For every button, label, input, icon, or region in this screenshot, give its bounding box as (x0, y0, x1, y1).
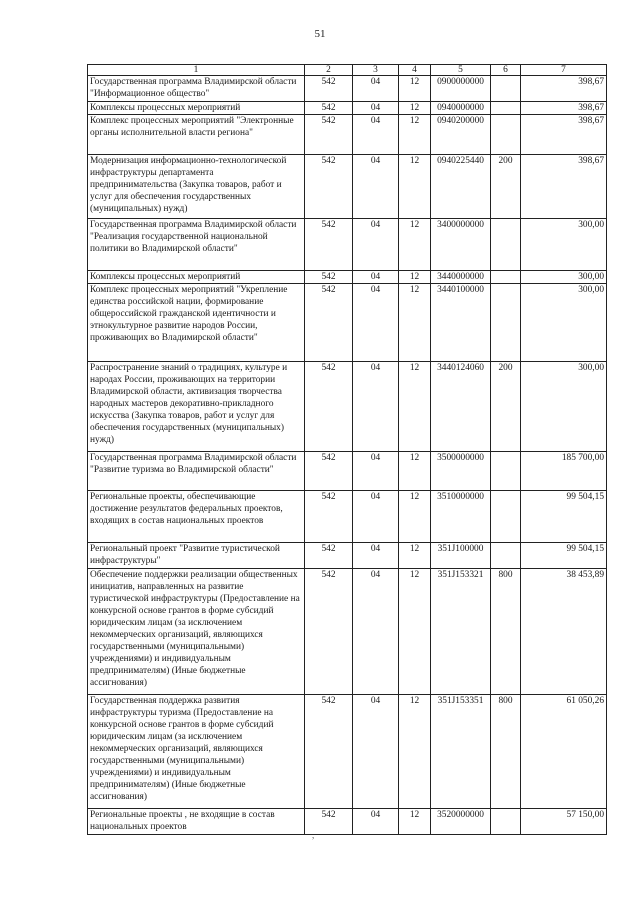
cell-name: Комплекс процессных мероприятий "Укрепление единства российской нации, формирование общероссийской гражданской идентичности и этнокультурное развитие народов России, проживающих во Владимирской области" (88, 284, 305, 362)
cell-expense-type (491, 102, 521, 115)
header-cell: 1 (88, 65, 305, 76)
table-row (88, 271, 607, 284)
cell-section: 04 (353, 76, 399, 102)
cell-amount: 300,00 (521, 362, 607, 452)
header-cell: 2 (305, 65, 353, 76)
cell-section: 04 (353, 284, 399, 362)
cell-grbs: 542 (305, 284, 353, 362)
cell-grbs: 542 (305, 362, 353, 452)
table-row (88, 362, 607, 452)
cell-section: 04 (353, 102, 399, 115)
cell-section: 04 (353, 219, 399, 271)
cell-section: 04 (353, 362, 399, 452)
table-row (88, 155, 607, 219)
cell-target-code: 351J100000 (431, 543, 491, 569)
cell-name: Комплексы процессных мероприятий (88, 102, 305, 115)
cell-section: 04 (353, 491, 399, 543)
table-row (88, 569, 607, 695)
cell-grbs: 542 (305, 695, 353, 809)
cell-subsection: 12 (399, 155, 431, 219)
cell-grbs: 542 (305, 452, 353, 491)
cell-expense-type: 200 (491, 155, 521, 219)
cell-target-code: 0940225440 (431, 155, 491, 219)
cell-subsection: 12 (399, 102, 431, 115)
cell-grbs: 542 (305, 491, 353, 543)
cell-amount: 398,67 (521, 155, 607, 219)
header-cell: 7 (521, 65, 607, 76)
cell-section: 04 (353, 695, 399, 809)
header-row (88, 65, 607, 76)
cell-name: Комплекс процессных мероприятий "Электронные органы исполнительной власти региона" (88, 115, 305, 155)
cell-section: 04 (353, 569, 399, 695)
cell-name: Государственная поддержка развития инфраструктуры туризма (Предоставление на конкурсной основе грантов в форме субсидий юридическим лицам (за исключением некоммерческих организаций, являющихся государственными (муниципальными) учреждениями) и индивидуальным предпринимателям) (Иные бюджетные ассигнования) (88, 695, 305, 809)
cell-subsection: 12 (399, 271, 431, 284)
header-cell: 4 (399, 65, 431, 76)
cell-subsection: 12 (399, 115, 431, 155)
cell-subsection: 12 (399, 543, 431, 569)
cell-name: Модернизация информационно-технологической инфраструктуры департамента предпринимательства (Закупка товаров, работ и услуг для обеспечения государственных (муниципальных) нужд) (88, 155, 305, 219)
cell-amount: 398,67 (521, 102, 607, 115)
cell-name: Государственная программа Владимирской области "Развитие туризма во Владимирской области" (88, 452, 305, 491)
cell-grbs: 542 (305, 543, 353, 569)
cell-section: 04 (353, 155, 399, 219)
cell-amount: 38 453,89 (521, 569, 607, 695)
cell-expense-type: 800 (491, 569, 521, 695)
cell-name: Обеспечение поддержки реализации общественных инициатив, направленных на развитие туристической инфраструктуры (Предоставление на конкурсной основе грантов в форме субсидий юридическим лицам (за исключением некоммерческих организаций, являющихся государственными (муниципальными) учреждениями) и индивидуальным предпринимателям) (Иные бюджетные ассигнования) (88, 569, 305, 695)
cell-grbs: 542 (305, 809, 353, 835)
cell-target-code: 0900000000 (431, 76, 491, 102)
cell-grbs: 542 (305, 102, 353, 115)
cell-target-code: 3440100000 (431, 284, 491, 362)
cell-amount: 398,67 (521, 115, 607, 155)
header-cell: 5 (431, 65, 491, 76)
cell-expense-type (491, 284, 521, 362)
cell-expense-type (491, 809, 521, 835)
cell-amount: 300,00 (521, 219, 607, 271)
cell-subsection: 12 (399, 491, 431, 543)
cell-name: Государственная программа Владимирской области "Информационное общество" (88, 76, 305, 102)
cell-target-code: 351J153351 (431, 695, 491, 809)
cell-subsection: 12 (399, 452, 431, 491)
cell-section: 04 (353, 809, 399, 835)
cell-expense-type (491, 115, 521, 155)
table-row (88, 284, 607, 362)
cell-amount: 61 050,26 (521, 695, 607, 809)
cell-expense-type: 200 (491, 362, 521, 452)
page-number: 51 (314, 28, 326, 40)
cell-subsection: 12 (399, 695, 431, 809)
cell-section: 04 (353, 115, 399, 155)
cell-expense-type (491, 452, 521, 491)
cell-section: 04 (353, 271, 399, 284)
cell-target-code: 3400000000 (431, 219, 491, 271)
cell-name: Региональный проект "Развитие туристической инфраструктуры" (88, 543, 305, 569)
cell-name: Региональные проекты , не входящие в состав национальных проектов (88, 809, 305, 835)
scan-mark: , (312, 830, 315, 840)
cell-name: Комплексы процессных мероприятий (88, 271, 305, 284)
cell-grbs: 542 (305, 115, 353, 155)
cell-subsection: 12 (399, 809, 431, 835)
header-cell: 6 (491, 65, 521, 76)
cell-grbs: 542 (305, 569, 353, 695)
cell-target-code: 351J153321 (431, 569, 491, 695)
cell-target-code: 3500000000 (431, 452, 491, 491)
table-row (88, 102, 607, 115)
cell-name: Распространение знаний о традициях, культуре и народах России, проживающих на территории Владимирской области, активизация творчества народных мастеров декоративно-прикладного искусства (Закупка товаров, работ и услуг для обеспечения государственных (муниципальных) нужд) (88, 362, 305, 452)
cell-grbs: 542 (305, 271, 353, 284)
cell-expense-type (491, 543, 521, 569)
cell-grbs: 542 (305, 76, 353, 102)
table-row (88, 543, 607, 569)
cell-target-code: 0940000000 (431, 102, 491, 115)
cell-amount: 185 700,00 (521, 452, 607, 491)
table-row (88, 219, 607, 271)
table-row (88, 76, 607, 102)
cell-subsection: 12 (399, 362, 431, 452)
cell-amount: 398,67 (521, 76, 607, 102)
cell-grbs: 542 (305, 155, 353, 219)
cell-subsection: 12 (399, 76, 431, 102)
table-row (88, 452, 607, 491)
cell-section: 04 (353, 543, 399, 569)
cell-subsection: 12 (399, 569, 431, 695)
cell-expense-type (491, 491, 521, 543)
cell-target-code: 3440000000 (431, 271, 491, 284)
cell-name: Региональные проекты, обеспечивающие достижение результатов федеральных проектов, входящих в состав национальных проектов (88, 491, 305, 543)
table-row (88, 809, 607, 835)
cell-target-code: 3440124060 (431, 362, 491, 452)
cell-expense-type (491, 219, 521, 271)
cell-amount: 300,00 (521, 284, 607, 362)
cell-amount: 57 150,00 (521, 809, 607, 835)
budget-table (87, 64, 607, 835)
cell-amount: 99 504,15 (521, 491, 607, 543)
cell-target-code: 0940200000 (431, 115, 491, 155)
table-row (88, 695, 607, 809)
header-cell: 3 (353, 65, 399, 76)
cell-amount: 99 504,15 (521, 543, 607, 569)
cell-subsection: 12 (399, 219, 431, 271)
cell-target-code: 3520000000 (431, 809, 491, 835)
cell-expense-type (491, 271, 521, 284)
cell-target-code: 3510000000 (431, 491, 491, 543)
table-row (88, 115, 607, 155)
cell-section: 04 (353, 452, 399, 491)
table-row (88, 491, 607, 543)
cell-expense-type (491, 76, 521, 102)
cell-subsection: 12 (399, 284, 431, 362)
cell-name: Государственная программа Владимирской области "Реализация государственной национальной политики во Владимирской области" (88, 219, 305, 271)
cell-grbs: 542 (305, 219, 353, 271)
cell-expense-type: 800 (491, 695, 521, 809)
cell-amount: 300,00 (521, 271, 607, 284)
